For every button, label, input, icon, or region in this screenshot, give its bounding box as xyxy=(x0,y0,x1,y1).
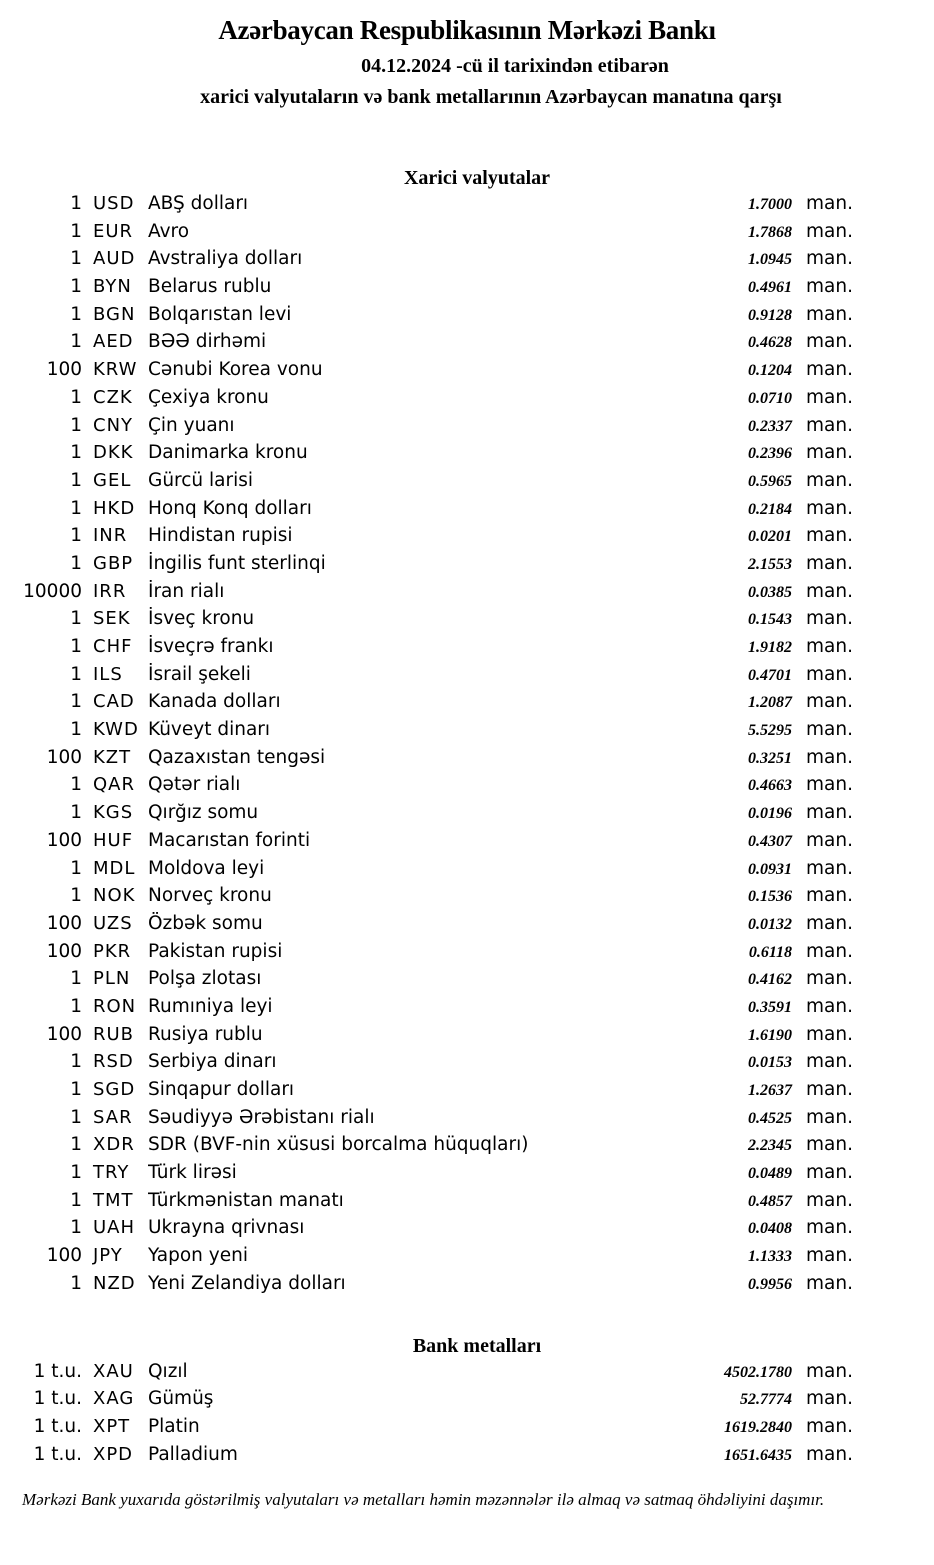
currency-rate: 2.2345 xyxy=(748,1137,792,1155)
currency-code: PLN xyxy=(93,968,131,990)
currency-name: İngilis funt sterlinqi xyxy=(148,552,326,574)
currency-code: RUB xyxy=(93,1023,135,1045)
currency-quantity: 1 xyxy=(70,1051,82,1073)
currency-code: CNY xyxy=(93,414,134,436)
currency-quantity: 1 xyxy=(70,608,82,630)
currency-rate: 1.9182 xyxy=(748,639,792,656)
metal-code: XPD xyxy=(93,1443,134,1465)
currency-name: Norveç kronu xyxy=(148,885,272,907)
metal-unit: man. xyxy=(806,1415,853,1437)
currency-name: Hindistan rupisi xyxy=(148,525,293,547)
currency-row xyxy=(0,1021,857,1049)
currency-quantity: 100 xyxy=(46,1023,82,1045)
currency-unit: man. xyxy=(806,386,853,408)
currency-unit: man. xyxy=(806,857,853,879)
currency-row xyxy=(0,938,857,966)
currency-rate: 1.7868 xyxy=(748,223,792,241)
currency-quantity: 1 xyxy=(70,552,82,574)
currency-row xyxy=(0,965,857,993)
currency-name: Qazaxıstan tengəsi xyxy=(148,746,326,768)
currency-code: RSD xyxy=(93,1051,134,1073)
currency-rate: 0.2337 xyxy=(748,417,792,435)
currency-quantity: 1 xyxy=(70,331,82,353)
currency-name: Moldova leyi xyxy=(148,857,265,879)
currency-quantity: 1 xyxy=(70,995,82,1017)
currency-quantity: 1 xyxy=(70,1079,82,1100)
currency-name: Polşa zlotası xyxy=(148,968,262,990)
currency-name: Cənubi Korea vonu xyxy=(148,359,323,381)
metal-row xyxy=(0,1441,857,1469)
currency-code: CHF xyxy=(93,636,133,657)
currency-unit: man. xyxy=(806,636,853,657)
currency-name: Qətər rialı xyxy=(148,774,241,796)
currency-rate: 0.0489 xyxy=(748,1165,792,1183)
currency-quantity: 1 xyxy=(70,1272,82,1294)
currency-unit: man. xyxy=(806,525,853,547)
currency-code: UZS xyxy=(93,912,133,934)
currency-row xyxy=(0,550,857,578)
currency-unit: man. xyxy=(806,1023,853,1045)
currency-unit: man. xyxy=(806,912,853,934)
currency-unit: man. xyxy=(806,1217,853,1239)
currency-name: Kanada dolları xyxy=(148,691,281,713)
currency-code: DKK xyxy=(93,442,134,464)
currency-row xyxy=(0,1104,857,1132)
currency-name: SDR (BVF-nin xüsusi borcalma hüquqları) xyxy=(148,1134,529,1156)
currency-row xyxy=(0,1270,857,1298)
currency-code: TMT xyxy=(93,1189,134,1211)
currency-quantity: 1 xyxy=(70,802,82,824)
metal-quantity: 1 t.u. xyxy=(33,1360,82,1382)
currency-quantity: 1 xyxy=(70,968,82,990)
currency-quantity: 1 xyxy=(70,386,82,408)
currency-rate: 0.0385 xyxy=(748,583,792,601)
currency-rate: 0.4663 xyxy=(748,777,792,795)
currency-quantity: 1 xyxy=(70,1189,82,1211)
currency-code: HUF xyxy=(93,829,134,851)
currency-name: Rusiya rublu xyxy=(148,1023,263,1045)
currency-row xyxy=(0,190,857,218)
currency-code: KWD xyxy=(93,719,139,741)
currency-name: İran rialı xyxy=(148,580,225,602)
currency-rate: 0.0196 xyxy=(748,805,792,823)
currency-code: KZT xyxy=(93,746,132,768)
metal-quantity: 1 t.u. xyxy=(33,1415,82,1437)
currency-rate: 0.6118 xyxy=(748,943,792,961)
currency-rate: 0.4961 xyxy=(748,279,792,297)
currency-name: Avro xyxy=(148,220,190,242)
currency-row xyxy=(0,439,857,467)
currency-rate: 0.4857 xyxy=(748,1192,792,1210)
currency-quantity: 100 xyxy=(46,746,82,768)
currency-code: INR xyxy=(93,525,128,547)
currency-code: GBP xyxy=(93,552,134,574)
currency-name: Pakistan rupisi xyxy=(148,940,283,962)
currency-unit: man. xyxy=(806,968,853,990)
currency-row xyxy=(0,688,857,716)
metal-name: Gümüş xyxy=(148,1388,214,1410)
currency-code: UAH xyxy=(93,1217,136,1239)
currency-rate: 1.0945 xyxy=(748,251,792,269)
currency-rate: 0.9128 xyxy=(748,306,792,324)
currency-row xyxy=(0,1048,857,1076)
currency-row xyxy=(0,1076,857,1104)
currency-row xyxy=(0,1242,857,1270)
currency-name: İsveçrə frankı xyxy=(148,636,274,657)
currency-quantity: 1 xyxy=(70,663,82,685)
currency-rate: 0.4628 xyxy=(748,334,792,352)
currency-rate: 0.0201 xyxy=(748,528,792,546)
metal-code: XAU xyxy=(93,1360,134,1382)
metal-row xyxy=(0,1413,857,1441)
currency-quantity: 1 xyxy=(70,525,82,547)
currency-quantity: 10000 xyxy=(23,580,82,602)
currency-quantity: 1 xyxy=(70,442,82,464)
currency-rate: 0.9956 xyxy=(748,1275,792,1293)
currency-code: XDR xyxy=(93,1134,135,1156)
currency-rate: 1.2637 xyxy=(748,1082,792,1099)
currency-quantity: 1 xyxy=(70,1217,82,1239)
currency-name: Bolqarıstan levi xyxy=(148,303,292,325)
currency-quantity: 1 xyxy=(70,414,82,436)
currency-code: SAR xyxy=(93,1106,133,1128)
currency-name: Sinqapur dolları xyxy=(148,1079,295,1100)
currency-name: Avstraliya dolları xyxy=(148,248,303,270)
currency-quantity: 1 xyxy=(70,220,82,242)
currency-unit: man. xyxy=(806,940,853,962)
currency-rate: 0.1536 xyxy=(748,888,792,906)
currency-rate: 0.5965 xyxy=(748,472,792,490)
currency-unit: man. xyxy=(806,303,853,325)
currency-code: HKD xyxy=(93,497,136,519)
currency-row xyxy=(0,1214,857,1242)
currency-rate: 5.5295 xyxy=(748,722,792,740)
currency-name: Türkmənistan manatı xyxy=(148,1189,344,1211)
currency-unit: man. xyxy=(806,885,853,907)
currency-row xyxy=(0,218,857,246)
currency-name: Çin yuanı xyxy=(148,414,235,436)
currency-row xyxy=(0,993,857,1021)
currency-rate: 0.3251 xyxy=(748,749,792,767)
currency-row xyxy=(0,716,857,744)
currency-quantity: 1 xyxy=(70,303,82,325)
currency-unit: man. xyxy=(806,1079,853,1100)
currency-rate: 0.0153 xyxy=(748,1054,792,1072)
currency-row xyxy=(0,328,857,356)
currency-code: SGD xyxy=(93,1079,136,1100)
currency-code: ILS xyxy=(93,663,123,685)
currency-unit: man. xyxy=(806,414,853,436)
currency-row xyxy=(0,301,857,329)
currency-code: MDL xyxy=(93,857,136,879)
currency-unit: man. xyxy=(806,1134,853,1156)
currency-row xyxy=(0,661,857,689)
currency-row xyxy=(0,605,857,633)
currency-rate: 0.2184 xyxy=(748,500,792,518)
currency-unit: man. xyxy=(806,719,853,741)
metals-table xyxy=(0,1358,934,1469)
currency-unit: man. xyxy=(806,193,853,214)
metal-code: XAG xyxy=(93,1388,135,1410)
currency-unit: man. xyxy=(806,552,853,574)
currency-name: ABŞ dolları xyxy=(148,193,249,214)
effective-date-line: 04.12.2024 -cü il tarixindən etibarən xyxy=(361,55,669,77)
currency-name: Yeni Zelandiya dolları xyxy=(148,1272,346,1294)
currency-rate: 1.2087 xyxy=(748,694,792,712)
currency-unit: man. xyxy=(806,276,853,298)
currency-code: PKR xyxy=(93,940,132,962)
currency-quantity: 1 xyxy=(70,1106,82,1128)
currency-row xyxy=(0,910,857,938)
currency-rate: 1.1333 xyxy=(748,1248,792,1266)
currency-name: Serbiya dinarı xyxy=(148,1051,277,1073)
currency-name: İsrail şekeli xyxy=(148,663,251,685)
metal-unit: man. xyxy=(806,1388,853,1410)
currency-code: USD xyxy=(93,193,135,214)
currency-code: NOK xyxy=(93,885,136,907)
currency-code: CZK xyxy=(93,386,133,408)
currency-row xyxy=(0,495,857,523)
currency-name: Türk lirəsi xyxy=(148,1162,237,1184)
currency-row xyxy=(0,384,857,412)
currency-row xyxy=(0,1159,857,1187)
metals-section-title: Bank metalları xyxy=(412,1334,542,1357)
currency-quantity: 100 xyxy=(46,940,82,962)
page-subtitle: xarici valyutaların və bank metallarının Azərbaycan manatına qarşı xyxy=(200,86,782,108)
currency-unit: man. xyxy=(806,1189,853,1211)
currency-unit: man. xyxy=(806,469,853,491)
currency-quantity: 1 xyxy=(70,636,82,657)
metal-rate: 52.7774 xyxy=(740,1391,792,1409)
currency-rate: 0.2396 xyxy=(748,445,792,463)
currency-rate: 0.1204 xyxy=(748,362,792,380)
currency-quantity: 1 xyxy=(70,276,82,298)
currency-quantity: 1 xyxy=(70,691,82,713)
currency-row xyxy=(0,744,857,772)
currency-unit: man. xyxy=(806,691,853,713)
metal-rate: 1619.2840 xyxy=(724,1418,792,1436)
currency-code: BYN xyxy=(93,276,132,298)
currency-rate: 0.0408 xyxy=(748,1220,792,1238)
currency-name: Rumıniya leyi xyxy=(148,995,273,1017)
currency-row xyxy=(0,882,857,910)
currency-code: GEL xyxy=(93,469,132,491)
currency-code: BGN xyxy=(93,303,136,325)
currency-name: Çexiya kronu xyxy=(148,386,269,408)
currency-unit: man. xyxy=(806,359,853,381)
currency-quantity: 1 xyxy=(70,193,82,214)
currency-unit: man. xyxy=(806,248,853,270)
currency-row xyxy=(0,467,857,495)
metal-rate: 1651.6435 xyxy=(724,1446,792,1464)
currency-rate: 0.0132 xyxy=(748,915,792,933)
currency-row xyxy=(0,412,857,440)
exchange-rates-page xyxy=(0,14,934,1565)
metal-quantity: 1 t.u. xyxy=(33,1443,82,1465)
currency-unit: man. xyxy=(806,497,853,519)
metal-unit: man. xyxy=(806,1443,853,1465)
currency-unit: man. xyxy=(806,1051,853,1073)
currency-name: Honq Konq dolları xyxy=(148,497,312,519)
currency-unit: man. xyxy=(806,1106,853,1128)
metal-name: Platin xyxy=(148,1415,200,1437)
currency-row xyxy=(0,1187,857,1215)
currency-unit: man. xyxy=(806,220,853,242)
currency-name: Macarıstan forinti xyxy=(148,829,311,851)
currency-row xyxy=(0,522,857,550)
currency-quantity: 100 xyxy=(46,912,82,934)
currency-quantity: 1 xyxy=(70,1162,82,1184)
metal-row xyxy=(0,1358,857,1386)
currency-row xyxy=(0,771,857,799)
currency-row xyxy=(0,578,857,606)
currency-rate: 0.4307 xyxy=(748,832,792,850)
currency-unit: man. xyxy=(806,829,853,851)
currency-code: CAD xyxy=(93,691,135,713)
currency-name: Belarus rublu xyxy=(148,276,272,298)
currency-unit: man. xyxy=(806,1245,853,1267)
currency-rate: 2.1553 xyxy=(748,555,792,573)
currency-rate: 0.4525 xyxy=(748,1109,792,1127)
currency-name: Gürcü larisi xyxy=(148,469,254,491)
currency-name: İsveç kronu xyxy=(148,608,255,630)
disclaimer-text: Mərkəzi Bank yuxarıda göstərilmiş valyutaları və metalları həmin məzənnələr ilə almaq və satmaq öhdəliyini daşımır. xyxy=(22,1490,825,1510)
currency-name: Özbək somu xyxy=(148,912,263,934)
currency-row xyxy=(0,245,857,273)
metal-rate: 4502.1780 xyxy=(724,1363,792,1381)
currency-rate: 0.0710 xyxy=(748,389,792,407)
currency-quantity: 1 xyxy=(70,1134,82,1156)
currency-unit: man. xyxy=(806,746,853,768)
currency-unit: man. xyxy=(806,442,853,464)
currency-quantity: 100 xyxy=(46,829,82,851)
currency-row xyxy=(0,356,857,384)
metal-unit: man. xyxy=(806,1360,853,1382)
currency-code: IRR xyxy=(93,580,127,602)
currency-unit: man. xyxy=(806,802,853,824)
currency-row xyxy=(0,827,857,855)
metal-code: XPT xyxy=(93,1415,131,1437)
currency-code: TRY xyxy=(93,1162,130,1184)
currencies-table xyxy=(0,190,934,1298)
metal-name: Qızıl xyxy=(148,1360,188,1382)
currency-code: SEK xyxy=(93,608,131,630)
currency-code: AUD xyxy=(93,248,136,270)
currency-quantity: 1 xyxy=(70,885,82,907)
currency-rate: 0.4701 xyxy=(748,666,792,684)
currency-code: QAR xyxy=(93,774,135,796)
currency-code: AED xyxy=(93,331,134,353)
currency-unit: man. xyxy=(806,580,853,602)
currency-quantity: 1 xyxy=(70,469,82,491)
currency-rate: 1.7000 xyxy=(748,196,792,213)
currency-row xyxy=(0,1131,857,1159)
currency-name: Qırğız somu xyxy=(148,802,259,824)
currency-quantity: 100 xyxy=(46,359,82,381)
currency-name: Səudiyyə Ərəbistanı rialı xyxy=(148,1106,375,1128)
currency-quantity: 1 xyxy=(70,774,82,796)
currency-name: Danimarka kronu xyxy=(148,442,308,464)
currency-row xyxy=(0,799,857,827)
metal-quantity: 1 t.u. xyxy=(33,1388,82,1410)
currency-rate: 0.3591 xyxy=(748,998,792,1016)
currency-quantity: 1 xyxy=(70,248,82,270)
currency-quantity: 100 xyxy=(46,1245,82,1267)
currency-code: KGS xyxy=(93,802,134,824)
currency-rate: 0.1543 xyxy=(748,611,792,629)
currency-code: NZD xyxy=(93,1272,136,1294)
currency-name: Ukrayna qrivnası xyxy=(148,1217,305,1239)
currency-unit: man. xyxy=(806,995,853,1017)
currency-rate: 1.6190 xyxy=(748,1026,792,1044)
currency-quantity: 1 xyxy=(70,497,82,519)
page-title: Azərbaycan Respublikasının Mərkəzi Bankı xyxy=(218,15,716,45)
currency-quantity: 1 xyxy=(70,857,82,879)
currency-name: BƏƏ dirhəmi xyxy=(148,331,267,353)
currency-code: RON xyxy=(93,995,137,1017)
currency-quantity: 1 xyxy=(70,719,82,741)
currency-unit: man. xyxy=(806,1162,853,1184)
currency-unit: man. xyxy=(806,1272,853,1294)
currency-name: Yapon yeni xyxy=(148,1245,248,1267)
currency-name: Küveyt dinarı xyxy=(148,719,271,741)
currency-code: KRW xyxy=(93,359,138,381)
currency-code: EUR xyxy=(93,220,134,242)
currency-unit: man. xyxy=(806,663,853,685)
currency-unit: man. xyxy=(806,774,853,796)
currency-unit: man. xyxy=(806,331,853,353)
currencies-section-title: Xarici valyutalar xyxy=(403,167,551,189)
currency-unit: man. xyxy=(806,608,853,630)
currency-code: JPY xyxy=(93,1245,123,1267)
currency-row xyxy=(0,633,857,661)
currency-row xyxy=(0,273,857,301)
metal-row xyxy=(0,1385,857,1413)
metal-name: Palladium xyxy=(148,1443,238,1465)
currency-rate: 0.0931 xyxy=(748,860,792,878)
currency-row xyxy=(0,855,857,883)
currency-rate: 0.4162 xyxy=(748,971,792,989)
